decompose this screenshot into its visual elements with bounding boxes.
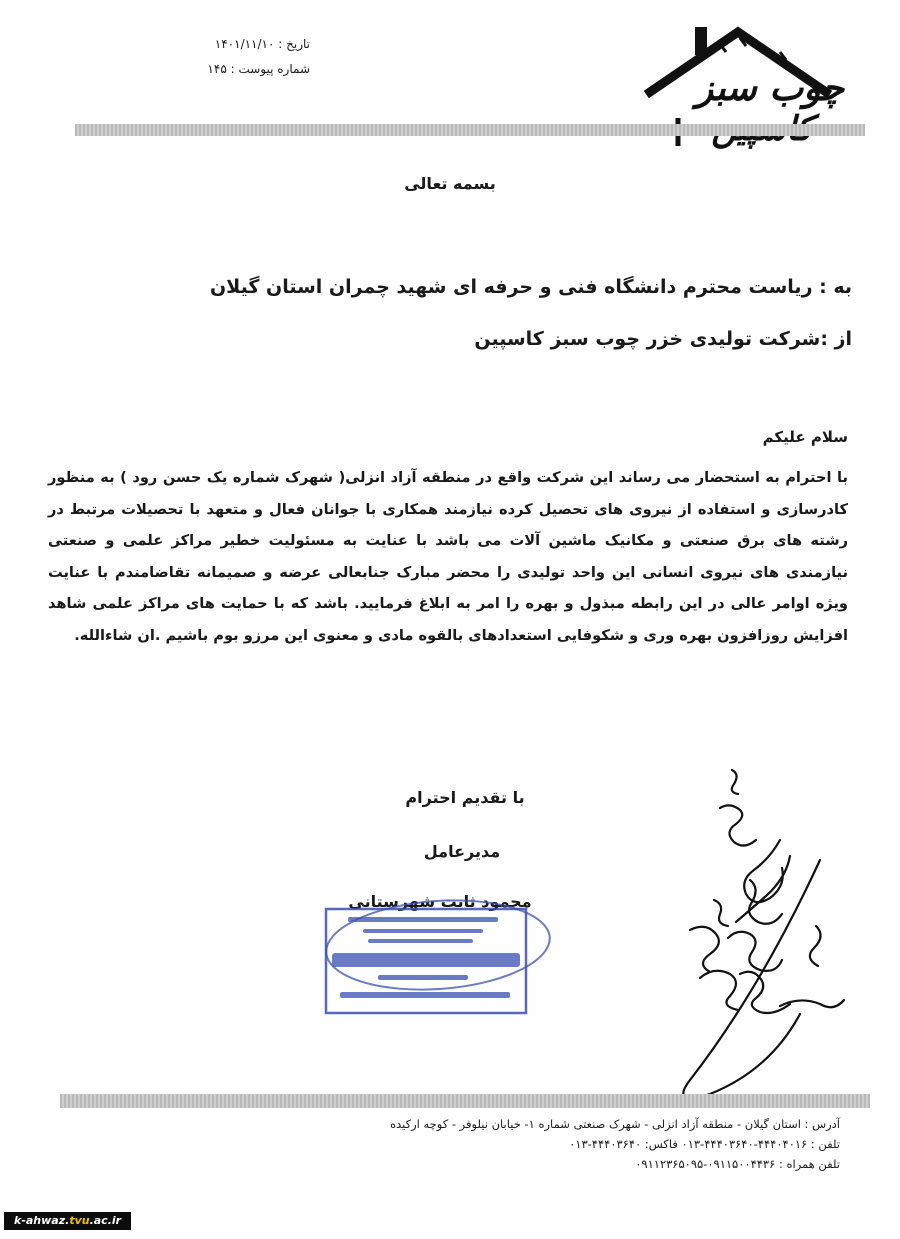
attachment-value: ۱۴۵ <box>207 62 227 76</box>
date-value: ۱۴۰۱/۱۱/۱۰ <box>214 37 275 51</box>
footer-divider <box>60 1094 870 1108</box>
date-line <box>180 32 310 57</box>
attachment-label: شماره پیوست : <box>230 62 310 76</box>
watermark-prefix: k-ahwaz. <box>14 1214 70 1227</box>
chimney-icon <box>695 27 707 55</box>
footer-address: آدرس : استان گیلان - منطقه آزاد انزلی - شهرک صنعتی شماره ۱- خیابان نیلوفر - کوچه ارکیده <box>390 1117 840 1131</box>
watermark-accent: tvu <box>69 1214 90 1227</box>
letter-meta <box>180 32 310 82</box>
footer-phones: تلفن : ۴۴۴۰۴۰۱۶-۴۴۴۰۳۶۴۰-۰۱۳ فاکس: ۴۴۴۰۳۶۴۰-۰۱۳ <box>569 1137 840 1151</box>
header-divider <box>75 124 865 136</box>
letter-body-paragraph: با احترام به استحضار می رساند این شرکت واقع در منطقه آزاد انزلی( شهرک شماره یک حسن رود ) به منظور کادرسازی و استفاده از نیروی های تحصیل کرده نیازمند همکاری با جوانان فعال و متعهد با تحصیلات مرتبط در رشته های برق صنعتی و مکانیک ماشین آلات می باشد با عنایت به مسئولیت خطیر مراکز علمی و صنعتی نیازمندی های نیروی انسانی این واحد تولیدی را محضر مبارک جنابعالی عرضه و صمیمانه تقاضامندم با عنایت ویژه اوامر عالی در این رابطه مبذول و بهره را امر به ابلاغ فرمایید. باشد که با حمایت های مراکز علمی شاهد افزایش روزافزون بهره وری و شکوفایی استعدادهای بالقوه مادی و معنوی این مرزو بوم باشیم .ان شاءالله. <box>48 469 848 644</box>
closing-phrase: با تقدیم احترام <box>405 788 525 807</box>
signer-position: مدیرعامل <box>423 842 501 861</box>
recipient-line: به : ریاست محترم دانشگاه فنی و حرفه ای شهید چمران استان گیلان <box>209 276 852 298</box>
company-stamp <box>318 895 558 1025</box>
sender-line: از :شرکت تولیدی خزر چوب سبز کاسپین <box>474 328 852 350</box>
signer-name: محمود ثابت شهرستانی <box>348 892 532 911</box>
greeting: سلام علیکم <box>762 428 848 446</box>
date-label: تاریخ : <box>278 37 310 51</box>
letter-title: بسمه تعالی <box>404 174 496 193</box>
watermark-suffix: .ac.ir <box>89 1214 122 1227</box>
letter-footer <box>60 1114 840 1174</box>
logo-brand-line1: چوب سبز <box>695 68 845 109</box>
handwritten-signature <box>630 760 870 1100</box>
attachment-line <box>180 57 310 82</box>
footer-mobile: تلفن همراه : ۰۹۱۱۵۰۰۴۴۳۶-۰۹۱۱۲۳۶۵۰۹۵ <box>635 1157 840 1171</box>
letter-body <box>48 462 848 651</box>
site-watermark <box>4 1212 131 1230</box>
